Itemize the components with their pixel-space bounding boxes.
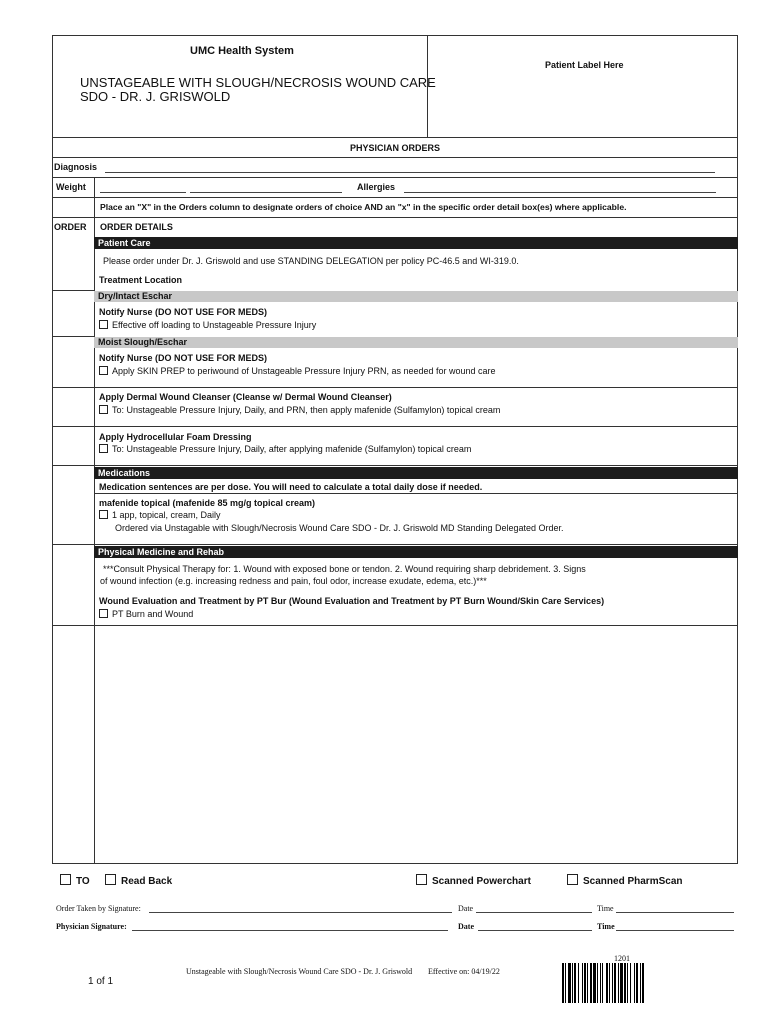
scanned-powerchart-label: Scanned Powerchart — [432, 876, 531, 887]
physician-date-field[interactable] — [478, 921, 592, 931]
moist-heading: Moist Slough/Eschar — [94, 337, 738, 348]
header-bottom-line — [52, 137, 738, 138]
barcode-bar — [642, 963, 644, 1003]
section-title: PHYSICIAN ORDERS — [349, 143, 440, 153]
physician-signature-field[interactable] — [132, 921, 448, 931]
barcode-bar — [574, 963, 576, 1003]
dry-option-text: Effective off loading to Unstageable Pressure Injury — [112, 320, 317, 330]
treatment-location: Treatment Location — [99, 275, 183, 285]
barcode-bar — [562, 963, 564, 1003]
medications-heading: Medications — [94, 467, 738, 479]
weight-label: Weight — [56, 182, 86, 192]
details-column-header: ORDER DETAILS — [100, 222, 173, 232]
line — [52, 625, 738, 626]
line — [52, 197, 738, 198]
allergies-label: Allergies — [357, 182, 396, 192]
barcode-bar — [584, 963, 586, 1003]
physician-date-label: Date — [458, 922, 474, 931]
form-title-line2: SDO - DR. J. GRISWOLD — [80, 89, 231, 104]
barcode-icon — [562, 963, 696, 1003]
skin-prep-row — [99, 366, 496, 377]
order-taken-label: Order Taken by Signature: — [56, 904, 141, 913]
skin-prep-text: Apply SKIN PREP to periwound of Unstageable Pressure Injury PRN, as needed for wound care — [112, 366, 496, 376]
read-back-label: Read Back — [121, 876, 173, 887]
line — [52, 290, 95, 291]
order-taken-date-field[interactable] — [476, 903, 592, 913]
instructions: Place an "X" in the Orders column to designate orders of choice AND an "x" in the specific order detail box(es) where applicable. — [100, 202, 627, 212]
barcode-bar — [612, 963, 613, 1003]
scanned-pharmscan-checkbox[interactable] — [567, 874, 578, 885]
notify-nurse-dry: Notify Nurse (DO NOT USE FOR MEDS) — [99, 307, 268, 317]
barcode-bar — [614, 963, 616, 1003]
diagnosis-field[interactable] — [105, 163, 715, 173]
order-taken-time-field[interactable] — [616, 903, 734, 913]
barcode-bar — [627, 963, 628, 1003]
barcode-bar — [602, 963, 603, 1003]
barcode-bar — [636, 963, 638, 1003]
form-footer-effective: Effective on: 04/19/22 — [428, 967, 500, 976]
form-title-line1: UNSTAGEABLE WITH SLOUGH/NECROSIS WOUND CARE — [80, 75, 436, 90]
line — [52, 177, 738, 178]
read-back-option — [105, 874, 172, 887]
patient-label: Patient Label Here — [545, 60, 624, 70]
order-taken-time-label: Time — [597, 904, 614, 913]
scanned-powerchart-option — [416, 874, 531, 887]
cleanser-text: To: Unstageable Pressure Injury, Daily, and PRN, then apply mafenide (Sulfamylon) topical cream — [112, 405, 501, 415]
barcode-bar — [597, 963, 598, 1003]
foam-checkbox[interactable] — [99, 444, 108, 453]
pt-burn-row — [99, 609, 193, 620]
to-option — [60, 874, 90, 887]
cleanser-row — [99, 405, 500, 416]
read-back-checkbox[interactable] — [105, 874, 116, 885]
dry-option-checkbox[interactable] — [99, 320, 108, 329]
pt-burn-text: PT Burn and Wound — [112, 609, 194, 619]
to-label: TO — [76, 876, 90, 887]
barcode-bar — [634, 963, 635, 1003]
scanned-pharmscan-option — [567, 874, 682, 887]
barcode-bar — [600, 963, 601, 1003]
form-footer-left: Unstageable with Slough/Necrosis Wound Care SDO - Dr. J. Griswold — [186, 967, 413, 976]
consult-line1: ***Consult Physical Therapy for: 1. Wound with exposed bone or tendon. 2. Wound requiring sharp debridement. 3. Signs — [103, 564, 586, 574]
order-column-header: ORDER — [54, 222, 87, 232]
barcode-bar — [565, 963, 566, 1003]
physician-time-label: Time — [597, 922, 615, 931]
barcode-bar — [582, 963, 583, 1003]
form-number: 1201 — [614, 954, 630, 963]
line — [52, 217, 738, 218]
weight-field[interactable] — [100, 183, 186, 193]
barcode-bar — [609, 963, 610, 1003]
consult-line2: of wound infection (e.g. increasing redness and pain, foul odor, increase exudate, edema, etc.)*** — [100, 576, 487, 586]
line — [52, 387, 738, 388]
line — [52, 465, 738, 466]
line — [52, 336, 95, 337]
delegation-note: Please order under Dr. J. Griswold and use STANDING DELEGATION per policy PC-46.5 and WI-319.0. — [103, 256, 519, 266]
barcode-bar — [618, 963, 619, 1003]
pt-burn-checkbox[interactable] — [99, 609, 108, 618]
mafenide-sig: 1 app, topical, cream, Daily — [112, 510, 221, 520]
org-name: UMC Health System — [190, 45, 294, 57]
line — [52, 157, 738, 158]
notify-nurse-moist: Notify Nurse (DO NOT USE FOR MEDS) — [99, 353, 268, 363]
barcode-bar — [620, 963, 623, 1003]
dry-intact-heading: Dry/Intact Eschar — [94, 291, 738, 302]
barcode-bar — [587, 963, 588, 1003]
allergies-field[interactable] — [404, 183, 716, 193]
barcode-bar — [624, 963, 626, 1003]
cleanser-title: Apply Dermal Wound Cleanser (Cleanse w/ Dermal Wound Cleanser) — [99, 392, 392, 402]
dry-option-row — [99, 320, 316, 331]
foam-row — [99, 444, 471, 455]
mafenide-row — [99, 510, 221, 521]
to-checkbox[interactable] — [60, 874, 71, 885]
barcode-bar — [630, 963, 631, 1003]
pmr-heading: Physical Medicine and Rehab — [94, 546, 738, 558]
diagnosis-label: Diagnosis — [54, 162, 98, 172]
barcode-bar — [606, 963, 608, 1003]
order-taken-signature-field[interactable] — [149, 903, 452, 913]
physician-signature-label: Physician Signature: — [56, 922, 127, 931]
line — [94, 493, 738, 494]
order-column-divider — [94, 177, 95, 863]
cleanser-checkbox[interactable] — [99, 405, 108, 414]
barcode-bar — [578, 963, 579, 1003]
mafenide-checkbox[interactable] — [99, 510, 108, 519]
barcode-bar — [572, 963, 573, 1003]
barcode-bar — [568, 963, 571, 1003]
wound-eval-title: Wound Evaluation and Treatment by PT Bur (Wound Evaluation and Treatment by PT Burn Wound/Skin Care Services) — [99, 596, 605, 606]
foam-text: To: Unstageable Pressure Injury, Daily, after applying mafenide (Sulfamylon) topical cream — [112, 444, 472, 454]
page-number: 1 of 1 — [88, 976, 114, 987]
skin-prep-checkbox[interactable] — [99, 366, 108, 375]
scanned-powerchart-checkbox[interactable] — [416, 874, 427, 885]
line — [52, 426, 738, 427]
barcode-bar — [590, 963, 592, 1003]
order-taken-date-label: Date — [458, 904, 474, 913]
line — [52, 544, 738, 545]
physician-time-field[interactable] — [616, 921, 734, 931]
foam-title: Apply Hydrocellular Foam Dressing — [99, 432, 252, 442]
barcode-bar — [640, 963, 641, 1003]
mafenide-title: mafenide topical (mafenide 85 mg/g topical cream) — [99, 498, 316, 508]
weight-unit-field[interactable] — [190, 183, 342, 193]
barcode-bar — [593, 963, 596, 1003]
scanned-pharmscan-label: Scanned PharmScan — [583, 876, 683, 887]
medication-note: Medication sentences are per dose. You will need to calculate a total daily dose if needed. — [99, 482, 483, 492]
mafenide-ordered-via: Ordered via Unstagable with Slough/Necrosis Wound Care SDO - Dr. J. Griswold MD Standing Delegated Order. — [115, 523, 564, 533]
patient-care-heading: Patient Care — [94, 237, 738, 249]
